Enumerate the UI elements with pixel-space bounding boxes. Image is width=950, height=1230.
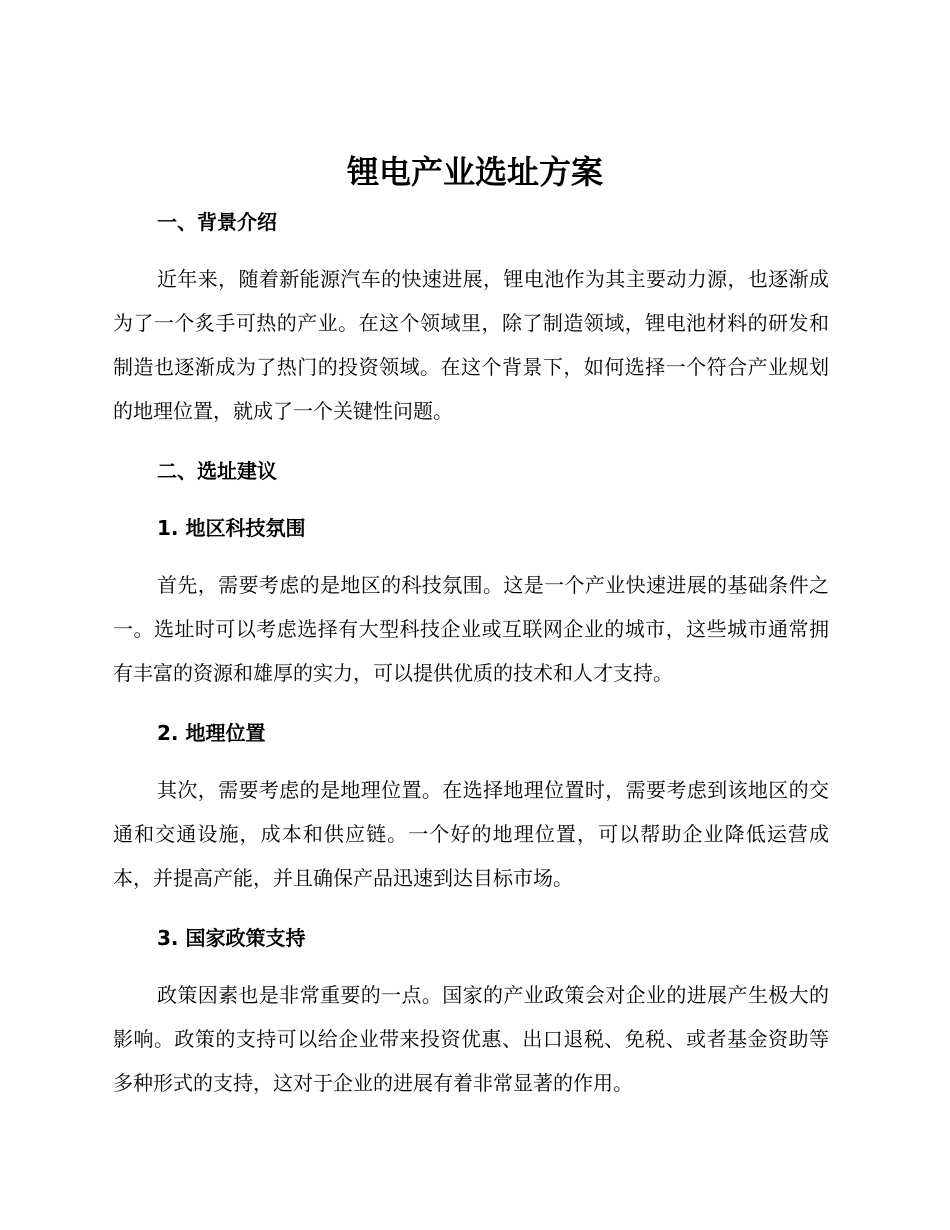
section-heading-background: 一、背景介绍 — [157, 210, 277, 234]
paragraph-geographic-location: 其次，需要考虑的是地理位置。在选择地理位置时，需要考虑到该地区的交通和交通设施，成本和供应链。一个好的地理位置，可以帮助企业降低运营成本，并提高产能，并且确保产品迅速到达目标市场。 — [113, 778, 829, 890]
subheading-policy-support: 3. 国家政策支持 — [157, 926, 306, 950]
section-heading-site-suggestions: 二、选址建议 — [157, 459, 277, 483]
paragraph-background: 近年来，随着新能源汽车的快速进展，锂电池作为其主要动力源，也逐渐成为了一个炙手可热的产业。在这个领域里，除了制造领域，锂电池材料的研发和制造也逐渐成为了热门的投资领域。在这个背景下，如何选择一个符合产业规划的地理位置，就成了一个关键性问题。 — [113, 267, 829, 423]
paragraph-tech-atmosphere: 首先，需要考虑的是地区的科技氛围。这是一个产业快速进展的基础条件之一。选址时可以考虑选择有大型科技企业或互联网企业的城市，这些城市通常拥有丰富的资源和雄厚的实力，可以提供优质的技术和人才支持。 — [113, 573, 829, 685]
paragraph-policy-support: 政策因素也是非常重要的一点。国家的产业政策会对企业的进展产生极大的影响。政策的支持可以给企业带来投资优惠、出口退税、免税、或者基金资助等多种形式的支持，这对于企业的进展有着非常显著的作用。 — [113, 983, 829, 1095]
subheading-geographic-location: 2. 地理位置 — [157, 721, 266, 745]
subheading-tech-atmosphere: 1. 地区科技氛围 — [157, 516, 306, 540]
document-title: 锂电产业选址方案 — [346, 153, 603, 191]
